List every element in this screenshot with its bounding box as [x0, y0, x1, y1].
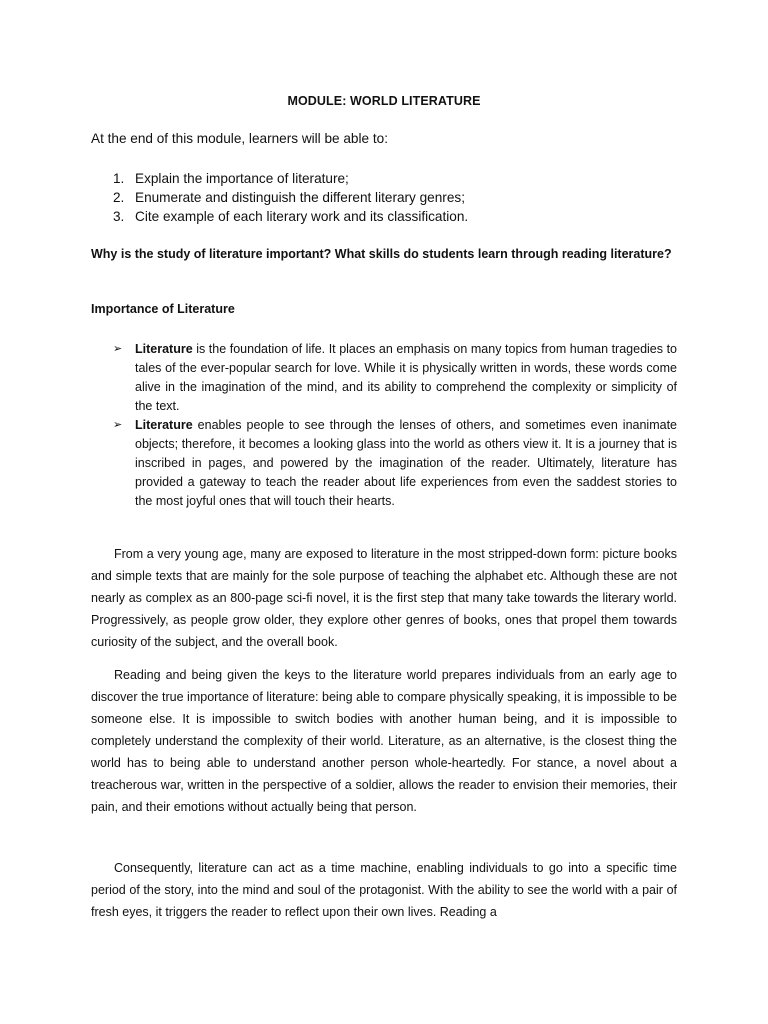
section-heading: Importance of Literature — [91, 302, 235, 316]
objective-item — [113, 207, 468, 226]
bullet-text — [135, 416, 677, 511]
body-paragraph: Consequently, literature can act as a time machine, enabling individuals to go into a specific time period of the story, into the mind and soul of the protagonist. With the ability to see the world with a pair of fresh eyes, it triggers the reader to reflect upon their own lives. Reading a — [91, 861, 677, 919]
objective-number: 3. — [113, 209, 125, 224]
arrowhead-bullet-icon: ➢ — [113, 419, 123, 431]
bullet-text — [135, 340, 677, 416]
bullet-lead: Literature — [135, 342, 193, 356]
guiding-question: Why is the study of literature important? What skills do students learn through reading literature? — [91, 247, 672, 261]
objective-text: Enumerate and distinguish the different literary genres; — [135, 190, 465, 205]
bullet-body: enables people to see through the lenses of others, and sometimes even inanimate objects; therefore, it becomes a looking glass into the world as others view it. It is a journey that is inscribed in pages, and powered by the imagination of the reader. Ultimately, literature has provided a gateway to teach the reader about life experiences from even the saddest stories to the most joyful ones that will touch their hearts. — [135, 418, 677, 508]
objective-text: Explain the importance of literature; — [135, 171, 349, 186]
objective-number: 1. — [113, 171, 125, 186]
arrowhead-bullet-icon: ➢ — [113, 343, 123, 355]
objective-item — [113, 188, 468, 207]
objectives-list — [113, 169, 468, 226]
bullet-body: is the foundation of life. It places an emphasis on many topics from human tragedies to tales of the ever-popular search for love. While it is physically written in words, these words come alive in the imagination of the mind, and its ability to comprehend the complexity or simplicity of the text. — [135, 342, 677, 413]
bullet-item — [113, 340, 677, 416]
objective-item — [113, 169, 468, 188]
body-paragraph: Reading and being given the keys to the literature world prepares individuals from an early age to discover the true importance of literature: being able to compare physically speaking, it is impossible to be someone else. It is impossible to switch bodies with another human being, and it is impossible to completely understand the complexity of their world. Literature, as an alternative, is the closest thing the world has to being able to understand another person whole-heartedly. For stance, a novel about a treacherous war, written in the perspective of a soldier, allows the reader to envision their memories, their pain, and their emotions without actually being that person. — [91, 668, 677, 814]
objective-number: 2. — [113, 190, 125, 205]
bullet-lead: Literature — [135, 418, 193, 432]
importance-bullet-list — [113, 340, 677, 511]
objective-text: Cite example of each literary work and its classification. — [135, 209, 469, 224]
module-title: MODULE: WORLD LITERATURE — [287, 94, 481, 108]
body-paragraph: From a very young age, many are exposed to literature in the most stripped-down form: picture books and simple texts that are mainly for the sole purpose of teaching the alphabet etc. Although these are not nearly as complex as an 800-page sci-fi novel, it is the first step that many take towards the literary world. Progressively, as people grow older, they explore other genres of books, ones that propel them towards curiosity of the subject, and the overall book. — [91, 547, 677, 649]
bullet-item — [113, 416, 677, 511]
intro-text: At the end of this module, learners will be able to: — [91, 131, 388, 146]
